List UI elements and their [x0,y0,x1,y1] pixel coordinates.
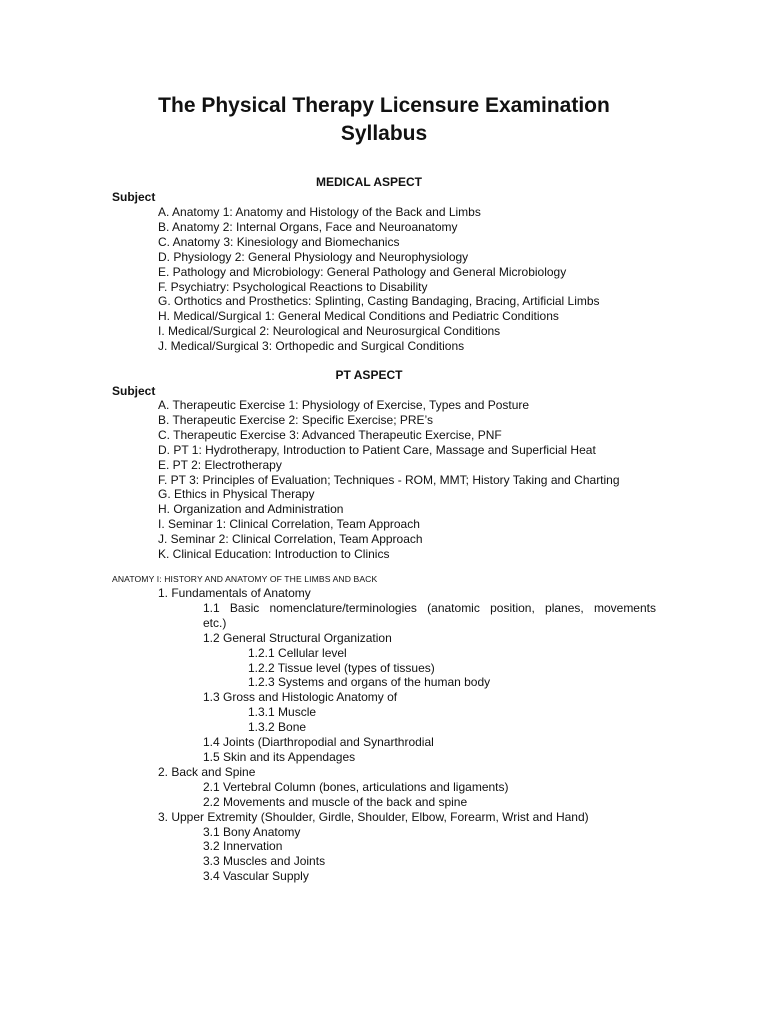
outline-item: 1.4 Joints (Diarthropodial and Synarthrodial [203,735,434,750]
outline-item: 3. Upper Extremity (Shoulder, Girdle, Shoulder, Elbow, Forearm, Wrist and Hand) [158,809,589,824]
outline-item: 2. Back and Spine [158,764,256,779]
anatomy-outline [158,586,656,884]
title-line-1: The Physical Therapy Licensure Examination [158,94,610,117]
medical-subject-list [158,205,600,354]
outline-item: 3.1 Bony Anatomy [203,824,301,839]
pt-subject-item: H. Organization and Administration [158,502,344,517]
outline-item: 2.2 Movements and muscle of the back and spine [203,794,468,809]
anatomy-section-heading: ANATOMY I: HISTORY AND ANATOMY OF THE LIMBS AND BACK [112,574,378,584]
medical-subject-item: I. Medical/Surgical 2: Neurological and Neurosurgical Conditions [158,324,501,339]
pt-aspect-heading: PT ASPECT [335,368,403,382]
pt-subject-item: E. PT 2: Electrotherapy [158,457,282,472]
outline-item: 1.3 Gross and Histologic Anatomy of [203,690,398,705]
medical-subject-item: B. Anatomy 2: Internal Organs, Face and Neuroanatomy [158,219,458,234]
pt-subject-item: G. Ethics in Physical Therapy [158,487,315,502]
outline-item: 1.2.2 Tissue level (types of tissues) [248,660,435,675]
pt-subject-item: I. Seminar 1: Clinical Correlation, Team Approach [158,517,420,532]
medical-subject-label: Subject [112,190,156,204]
outline-item: 1.2 General Structural Organization [203,630,392,645]
outline-item: 3.4 Vascular Supply [203,869,309,884]
medical-subject-item: F. Psychiatry: Psychological Reactions to Disability [158,279,428,294]
pt-subject-item: F. PT 3: Principles of Evaluation; Techniques - ROM, MMT; History Taking and Charting [158,472,620,487]
medical-subject-item: J. Medical/Surgical 3: Orthopedic and Surgical Conditions [158,339,465,354]
document-title [0,92,768,148]
medical-subject-item: D. Physiology 2: General Physiology and Neurophysiology [158,249,469,264]
pt-subject-list [158,398,620,562]
medical-aspect-heading: MEDICAL ASPECT [315,175,422,189]
outline-item: 1.2.3 Systems and organs of the human body [248,675,491,690]
medical-subject-item: A. Anatomy 1: Anatomy and Histology of the Back and Limbs [158,205,481,219]
outline-item: 1.1 Basic nomenclature/terminologies (anatomic position, planes, movements [203,600,656,615]
pt-subject-item: C. Therapeutic Exercise 3: Advanced Therapeutic Exercise, PNF [158,427,502,442]
outline-item: 1.3.1 Muscle [248,705,317,720]
pt-subject-label: Subject [112,384,156,398]
outline-item: etc.) [203,615,227,630]
medical-subject-item: C. Anatomy 3: Kinesiology and Biomechanics [158,234,400,249]
medical-subject-item: E. Pathology and Microbiology: General Pathology and General Microbiology [158,264,567,279]
title-line-2: Syllabus [340,122,428,145]
outline-item: 3.3 Muscles and Joints [203,854,326,869]
outline-item: 1. Fundamentals of Anatomy [158,586,311,600]
outline-item: 1.2.1 Cellular level [248,645,347,660]
outline-item: 2.1 Vertebral Column (bones, articulations and ligaments) [203,779,509,794]
pt-subject-item: B. Therapeutic Exercise 2: Specific Exercise; PRE’s [158,412,434,427]
pt-subject-item: A. Therapeutic Exercise 1: Physiology of Exercise, Types and Posture [158,398,530,412]
medical-subject-item: G. Orthotics and Prosthetics: Splinting, Casting Bandaging, Bracing, Artificial Limbs [158,294,600,309]
pt-subject-item: J. Seminar 2: Clinical Correlation, Team Approach [158,532,423,547]
medical-subject-item: H. Medical/Surgical 1: General Medical Conditions and Pediatric Conditions [158,309,559,324]
outline-item: 1.3.2 Bone [248,720,307,735]
outline-item: 3.2 Innervation [203,839,283,854]
outline-item: 1.5 Skin and its Appendages [203,749,356,764]
pt-subject-item: D. PT 1: Hydrotherapy, Introduction to Patient Care, Massage and Superficial Heat [158,442,596,457]
pt-subject-item: K. Clinical Education: Introduction to Clinics [158,547,390,562]
